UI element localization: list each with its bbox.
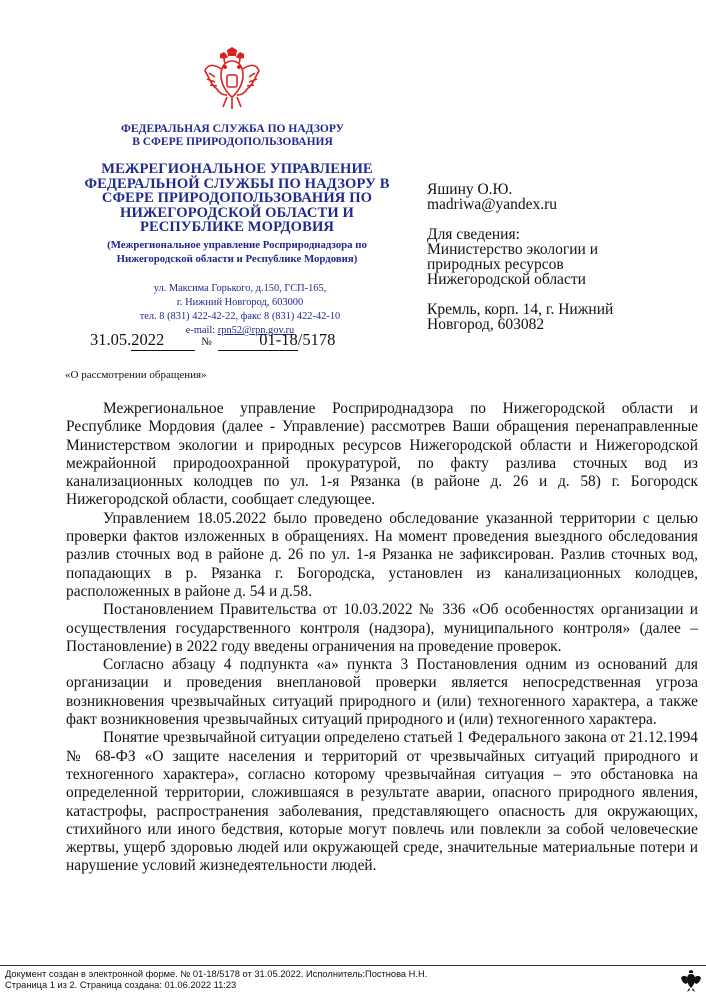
department-line: СФЕРЕ ПРИРОДОПОЛЬЗОВАНИЯ ПО (101, 190, 373, 207)
registration-line (90, 330, 335, 352)
reg-date-prefix: 31.05. (90, 330, 132, 349)
recipient-name: Яшину О.Ю. (427, 181, 513, 198)
recipient-block (427, 182, 697, 332)
department-line: ФЕДЕРАЛЬНОЙ СЛУЖБЫ ПО НАДЗОРУ В (84, 175, 390, 192)
phone-fax-line: тел. 8 (831) 422-42-22, факс 8 (831) 422-42-10 (139, 311, 341, 322)
footer-emblem-icon (681, 970, 701, 992)
cc-org-line: природных ресурсов (427, 256, 564, 273)
cc-org-line: Министерство экологии и (427, 241, 598, 258)
sender-email-link[interactable]: rpn52@rpn.gov.ru (217, 325, 295, 336)
department-line: МЕЖРЕГИОНАЛЬНОЕ УПРАВЛЕНИЕ (101, 161, 373, 177)
footer-divider (0, 965, 706, 966)
cc-label: Для сведения: (427, 226, 520, 243)
reg-number: 01-18 (218, 330, 298, 351)
footer-document-info: Документ создан в электронной форме. № 01-18/5178 от 31.05.2022. Исполнитель:Постнова Н.Н. (5, 969, 428, 979)
reg-number-suffix: /5178 (297, 330, 336, 349)
department-short-name (72, 238, 402, 266)
footer (5, 969, 427, 991)
reg-date-year: 2022 (131, 330, 195, 351)
body-paragraph: Межрегиональное управление Росприроднадзора по Нижегородской области и Республике Мордовия (далее - Управление) рассмотрев Ваши обращения перенаправленные Министерством экологии и природных ресурсов Нижегородской области и Нижегородской межрайонной природоохранной прокуратурой, по факту разлива сточных вод из канализационных колодцев по ул. 1-я Рязанка (в районе д. 26 и д. 58) г. Богородск Нижегородской области, сообщает следующее. (66, 400, 698, 509)
department-short-line: (Межрегиональное управление Росприроднадзора по (107, 239, 367, 251)
footer-page-info: Страница 1 из 2. Страница создана: 01.06.2022 11:23 (5, 980, 237, 990)
body-paragraph: Понятие чрезвычайной ситуации определено статьей 1 Федерального закона от 21.12.1994 № 68-ФЗ «О защите населения и территорий от чрезвычайных ситуаций природного и техногенного характера», согласно которому чрезвычайная ситуация – это обстановка на определенной территории, сложившаяся в результате аварии, опасного природного явления, катастрофы, распространения заболевания, представляющего опасность для окружающих, стихийного или иного бедствия, которые могут повлечь или повлекли за собой человеческие жертвы, ущерб здоровью людей или окружающей среде, значительные материальные потери и нарушение условий жизнедеятельности людей. (66, 729, 698, 875)
email-label: e-mail: (185, 325, 218, 336)
department-line: РЕСПУБЛИКЕ МОРДОВИЯ (139, 219, 335, 236)
number-sign: № (201, 336, 212, 348)
department-name (72, 162, 402, 235)
letter-subject: «О рассмотрении обращения» (65, 369, 207, 381)
cc-address-line: Новгород, 603082 (427, 316, 545, 333)
federal-service-line: ФЕДЕРАЛЬНАЯ СЛУЖБА ПО НАДЗОРУ (120, 123, 345, 135)
cc-org-line: Нижегородской области (427, 271, 586, 288)
letter-body (66, 400, 698, 876)
federal-service-line: В СФЕРЕ ПРИРОДОПОЛЬЗОВАНИЯ (132, 136, 333, 148)
department-short-line: Нижегородской области и Республике Мордовия) (116, 253, 358, 265)
recipient-email: madriwa@yandex.ru (427, 196, 558, 213)
body-paragraph: Управлением 18.05.2022 было проведено обследование указанной территории с целью проверки фактов изложенных в обращениях. На момент проведения выездного обследования разлив сточных вод в районе д. 26 по ул. 1-я Рязанка не зафиксирован. Разлив сточных вод, попадающих в р. Рязанка г. Богородска, установлен из канализационных колодцев, расположенных в районе д. 54 и д.58. (66, 509, 698, 600)
coat-of-arms-icon (201, 47, 263, 111)
address-line: ул. Максима Горького, д.150, ГСП-165, (153, 283, 327, 294)
body-paragraph: Согласно абзацу 4 подпункта «а» пункта 3 Постановления одним из оснований для организации и проведения внеплановой проверки является непосредственная угроза возникновения чрезвычайных ситуаций природного и (или) техногенного характера, а также факт возникновения чрезвычайных ситуаций природного и (или) техногенного характера. (66, 656, 698, 729)
address-line: г. Нижний Новгород, 603000 (176, 297, 304, 308)
federal-service-name (100, 123, 365, 149)
cc-address-line: Кремль, корп. 14, г. Нижний (427, 301, 614, 318)
body-paragraph: Постановлением Правительства от 10.03.2022 № 336 «Об особенностях организации и осуществления государственного контроля (надзора), муниципального контроля» (далее – Постановление) в 2022 году введены ограничения на проведение проверок. (66, 601, 698, 655)
department-line: НИЖЕГОРОДСКОЙ ОБЛАСТИ И (120, 204, 354, 221)
